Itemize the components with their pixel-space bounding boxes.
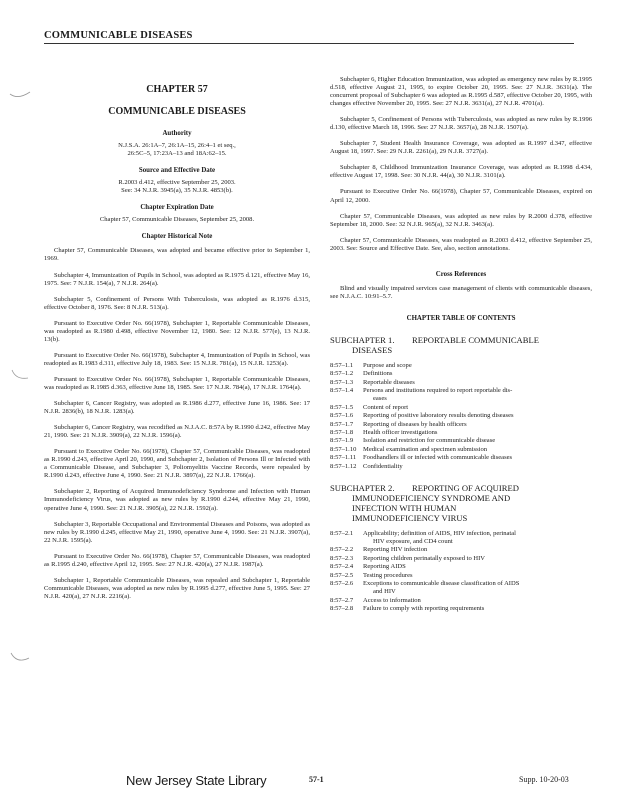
toc-entry[interactable] bbox=[330, 421, 592, 429]
history-paragraph: Pursuant to Executive Order No. 66(1978), Chapter 57, Communicable Diseases, was readopted as R.1990 d.243, effective April 20, 1990, and Subchapter 2, Isolation of Persons Ill or Infected with a Communicable Disease, and Subchapter 3, Poliomyelitis Vaccine Records, were repealed by R.1990 d.243, effective June 4, 1990. See: 21 N.J.R. 3897(a), 22 N.J.R. 1766(a). bbox=[44, 448, 310, 480]
subchapter-title: REPORTING OF ACQUIRED bbox=[412, 482, 519, 493]
toc-entry[interactable] bbox=[330, 362, 592, 370]
toc-entry[interactable] bbox=[330, 412, 592, 420]
toc-heading: CHAPTER TABLE OF CONTENTS bbox=[406, 314, 516, 322]
history-paragraph: Subchapter 7, Student Health Insurance Coverage, was adopted as R.1997 d.347, effective August 18, 1997. See: 29 N.J.R. 2261(a), 29 N.J.R. 3727(a). bbox=[330, 140, 592, 156]
source-heading: Source and Effective Date bbox=[138, 167, 216, 175]
section-title: Purpose and scope bbox=[363, 361, 412, 369]
section-title: Isolation and restriction for communicable disease bbox=[363, 437, 496, 445]
toc-entry[interactable] bbox=[330, 546, 592, 554]
authority-line: 26:5C–5, 17:23A–13 and 18A:62–15. bbox=[127, 150, 227, 158]
history-paragraph: Pursuant to Executive Order No. 66(1978), Subchapter 4, Immunization of Pupils in School, was readopted as R.1983 d.311, effective July 18, 1983. See: 15 N.J.R. 781(a), 15 N.J.R. 1253(a). bbox=[44, 351, 310, 367]
history-paragraph: Subchapter 3, Reportable Occupational and Environmental Diseases and Poisons, was adopted as new rules by R.1990 d.245, effective May 21, 1990, operative June 4, 1990. See: 21 N.J.R. 3907(a), 22 N.J.R. 1595(a). bbox=[44, 520, 310, 544]
section-number: 8:57–2.8 bbox=[330, 605, 354, 612]
historical-note-heading: Chapter Historical Note bbox=[141, 233, 213, 241]
section-number: 8:57–1.5 bbox=[330, 403, 354, 411]
subchapter-number: SUBCHAPTER 1. bbox=[330, 334, 395, 345]
section-number: 8:57–1.12 bbox=[330, 462, 357, 470]
history-paragraph: Chapter 57, Communicable Diseases, was readopted as R.2003 d.412, effective September 25, 2003. See: Source and Effective Date. See, also, section annotations. bbox=[330, 236, 592, 252]
section-title: Content of report bbox=[363, 403, 409, 411]
section-title: Access to information bbox=[363, 596, 421, 604]
history-paragraph: Subchapter 5, Confinement of Persons with Tuberculosis, was adopted as new rules by R.1996 d.130, effective March 18, 1996. See: 27 N.J.R. 3657(a), 28 N.J.R. 1507(a). bbox=[330, 116, 592, 132]
history-paragraph: Chapter 57, Communicable Diseases, was adopted as new rules by R.2000 d.378, effective September 18, 2000. See: 32 N.J.R. 965(a), 32 N.J.R. 3463(a). bbox=[330, 212, 592, 228]
section-title: Foodhandlers ill or infected with communicable diseases bbox=[363, 454, 513, 462]
section-title: Exceptions to communicable disease classification of AIDS bbox=[363, 580, 520, 588]
section-title: Persons and institutions required to report reportable dis- bbox=[363, 387, 513, 395]
section-title: Testing procedures bbox=[363, 571, 413, 579]
margin-mark bbox=[8, 88, 34, 104]
section-number: 8:57–2.1 bbox=[330, 529, 354, 537]
subchapter-2-heading bbox=[330, 483, 592, 523]
subchapter-number: SUBCHAPTER 2. bbox=[330, 482, 395, 493]
running-head: COMMUNICABLE DISEASES bbox=[44, 30, 574, 44]
section-number: 8:57–1.2 bbox=[330, 370, 354, 378]
section-number: 8:57–2.5 bbox=[330, 571, 354, 579]
subchapter-1-heading bbox=[330, 335, 592, 355]
toc-entry[interactable] bbox=[330, 387, 592, 403]
subchapter-title: IMMUNODEFICIENCY VIRUS bbox=[352, 512, 468, 523]
section-number: 8:57–2.6 bbox=[330, 580, 354, 588]
section-title: Reporting of diseases by health officers bbox=[363, 420, 467, 428]
source-line: R.2003 d.412, effective September 25, 2003. bbox=[118, 179, 236, 187]
authority-heading: Authority bbox=[162, 130, 192, 137]
history-paragraph: Subchapter 1, Reportable Communicable Diseases, was repealed and Subchapter 1, Reportable Communicable Diseases, was adopted as new rules by R.1995 d.277, effective June 5, 1995. See: 27 N.J.R. 420(a), 27 N.J.R. 2216(a). bbox=[44, 576, 310, 600]
toc-entry[interactable] bbox=[330, 454, 592, 462]
section-number: 8:57–1.9 bbox=[330, 437, 354, 445]
section-title: Applicability; definition of AIDS, HIV infection, perinatal bbox=[363, 529, 516, 537]
history-paragraph: Subchapter 6, Cancer Registry, was adopted as R.1986 d.277, effective June 16, 1986. See: 17 N.J.R. 2836(b), 18 N.J.R. 1283(a). bbox=[44, 400, 310, 416]
toc-entry[interactable] bbox=[330, 370, 592, 378]
toc-entry[interactable] bbox=[330, 563, 592, 571]
page-footer bbox=[0, 773, 618, 789]
cross-references-text: Blind and visually impaired services case management of clients with communicable diseases, see N.J.A.C. 10:91–5.7. bbox=[330, 284, 592, 300]
authority-line: N.J.S.A. 26:1A–7, 26:1A–15, 26:4–1 et seq., bbox=[118, 142, 236, 150]
section-number: 8:57–1.6 bbox=[330, 412, 354, 420]
toc-entry[interactable] bbox=[330, 580, 592, 596]
subchapter-title: INFECTION WITH HUMAN bbox=[352, 502, 457, 513]
history-paragraph: Pursuant to Executive Order No. 66(1978), Chapter 57, Communicable Diseases, was readopted as R.1995 d.240, effective April 12, 1995. See: 27 N.J.R. 420(a), 27 N.J.R. 1987(a). bbox=[44, 552, 310, 568]
section-title: Medical examination and specimen submission bbox=[363, 445, 488, 453]
section-title: Health officer investigations bbox=[363, 429, 438, 437]
subchapter-title: IMMUNODEFICIENCY SYNDROME AND bbox=[352, 492, 511, 503]
section-number: 8:57–2.7 bbox=[330, 596, 354, 604]
section-number: 8:57–1.7 bbox=[330, 420, 354, 428]
history-paragraph: Subchapter 5, Confinement of Persons With Tuberculosis, was adopted as R.1976 d.315, effective October 8, 1976. See: 8 N.J.R. 513(a). bbox=[44, 295, 310, 311]
expiration-text: Chapter 57, Communicable Diseases, September 25, 2008. bbox=[99, 216, 255, 224]
history-paragraph: Subchapter 6, Cancer Registry, was recodified as N.J.A.C. 8:57A by R.1990 d.242, effective May 21, 1990. See: 21 N.J.R. 3909(a), 22 N.J.R. 1596(a). bbox=[44, 424, 310, 440]
subchapter-title: REPORTABLE COMMUNICABLE bbox=[412, 334, 539, 345]
source-line: See: 34 N.J.R. 3945(a), 35 N.J.R. 4853(b). bbox=[121, 187, 233, 195]
section-title: Reporting HIV infection bbox=[363, 546, 428, 554]
history-paragraph: Subchapter 2, Reporting of Acquired Immunodeficiency Syndrome and Infection with Human Immunodeficiency Virus, was adopted as new rules by R.1990 d.244, effective May 21, 1990, operative June 4, 1990. See: 21 N.J.R. 3905(a), 22 N.J.R. 1592(a). bbox=[44, 488, 310, 512]
toc-entry[interactable] bbox=[330, 429, 592, 437]
history-paragraph: Pursuant to Executive Order No. 66(1978), Subchapter 1, Reportable Communicable Diseases, was readopted as R.1980 d.498, effective November 12, 1980. See: 12 N.J.R. 577(e), 13 N.J.R. 13(b). bbox=[44, 319, 310, 343]
section-number: 8:57–1.8 bbox=[330, 429, 354, 437]
history-paragraph: Pursuant to Executive Order No. 66(1978), Chapter 57, Communicable Diseases, expired on April 12, 2000. bbox=[330, 188, 592, 204]
library-stamp: New Jersey State Library bbox=[126, 773, 267, 788]
page-number: 57-1 bbox=[309, 775, 324, 784]
chapter-title: COMMUNICABLE DISEASES bbox=[108, 106, 246, 117]
section-number: 8:57–1.3 bbox=[330, 378, 354, 386]
expiration-heading: Chapter Expiration Date bbox=[140, 204, 214, 212]
supplement-date: Supp. 10-20-03 bbox=[519, 775, 569, 784]
history-paragraph: Pursuant to Executive Order No. 66(1978), Subchapter 1, Reportable Communicable Diseases, was readopted as R.1985 d.363, effective June 18, 1985. See: 17 N.J.R. 784(a), 17 N.J.R. 1764(a). bbox=[44, 375, 310, 391]
section-title-continued: HIV exposure, and CD4 count bbox=[373, 537, 453, 545]
history-paragraph: Subchapter 8, Childhood Immunization Insurance Coverage, was adopted as R.1998 d.434, effective August 17, 1998. See: 30 N.J.R. 44(a), 30 N.J.R. 3101(a). bbox=[330, 164, 592, 180]
toc-entry[interactable] bbox=[330, 572, 592, 580]
section-number: 8:57–1.1 bbox=[330, 361, 354, 369]
section-title: Reporting children perinatally exposed to HIV bbox=[363, 554, 485, 562]
section-number: 8:57–2.4 bbox=[330, 563, 354, 571]
history-paragraph: Chapter 57, Communicable Diseases, was adopted and became effective prior to September 1, 1969. bbox=[44, 247, 310, 263]
cross-references-heading: Cross References bbox=[435, 270, 487, 278]
subchapter-2-contents bbox=[330, 530, 592, 613]
left-column bbox=[44, 76, 310, 609]
chapter-number: CHAPTER 57 bbox=[146, 84, 208, 95]
toc-entry[interactable] bbox=[330, 446, 592, 454]
section-title-continued: eases bbox=[373, 395, 387, 403]
section-number: 8:57–2.3 bbox=[330, 554, 354, 562]
toc-entry[interactable] bbox=[330, 437, 592, 445]
toc-entry[interactable] bbox=[330, 597, 592, 605]
history-paragraph: Subchapter 4, Immunization of Pupils in School, was adopted as R.1975 d.121, effective May 16, 1975. See: 7 N.J.R. 154(a), 7 N.J.R. 264(a). bbox=[44, 271, 310, 287]
toc-entry[interactable] bbox=[330, 530, 592, 546]
toc-entry[interactable] bbox=[330, 404, 592, 412]
toc-entry[interactable] bbox=[330, 605, 592, 613]
section-number: 8:57–1.4 bbox=[330, 387, 354, 395]
subchapter-title: DISEASES bbox=[352, 344, 393, 355]
section-title: Reporting AIDS bbox=[363, 563, 406, 571]
section-number: 8:57–1.10 bbox=[330, 445, 357, 453]
section-number: 8:57–1.11 bbox=[330, 454, 357, 462]
toc-entry[interactable] bbox=[330, 379, 592, 387]
right-column bbox=[330, 76, 592, 625]
section-title-continued: and HIV bbox=[373, 588, 396, 596]
section-title: Reporting of positive laboratory results denoting diseases bbox=[363, 412, 514, 420]
section-number: 8:57–2.2 bbox=[330, 546, 354, 554]
subchapter-1-contents bbox=[330, 362, 592, 471]
toc-entry[interactable] bbox=[330, 463, 592, 471]
toc-entry[interactable] bbox=[330, 555, 592, 563]
section-title: Definitions bbox=[363, 370, 393, 378]
section-title: Reportable diseases bbox=[363, 378, 415, 386]
section-title: Failure to comply with reporting requirements bbox=[363, 605, 485, 612]
section-title: Confidentiality bbox=[363, 462, 403, 470]
margin-mark bbox=[8, 650, 34, 666]
history-paragraph: Subchapter 6, Higher Education Immunization, was adopted as emergency new rules by R.1995 d.518, effective August 21, 1995, to expire October 20, 1995. See: 27 N.J.R. 3631(a). The concurrent proposal of Subchapter 6 was adopted as R.1995 d.587, effective October 20, 1995, with changes effective November 20, 1995. See: 27 N.J.R. 3631(a), 27 N.J.R. 4701(a). bbox=[330, 76, 592, 108]
margin-mark bbox=[8, 368, 34, 384]
